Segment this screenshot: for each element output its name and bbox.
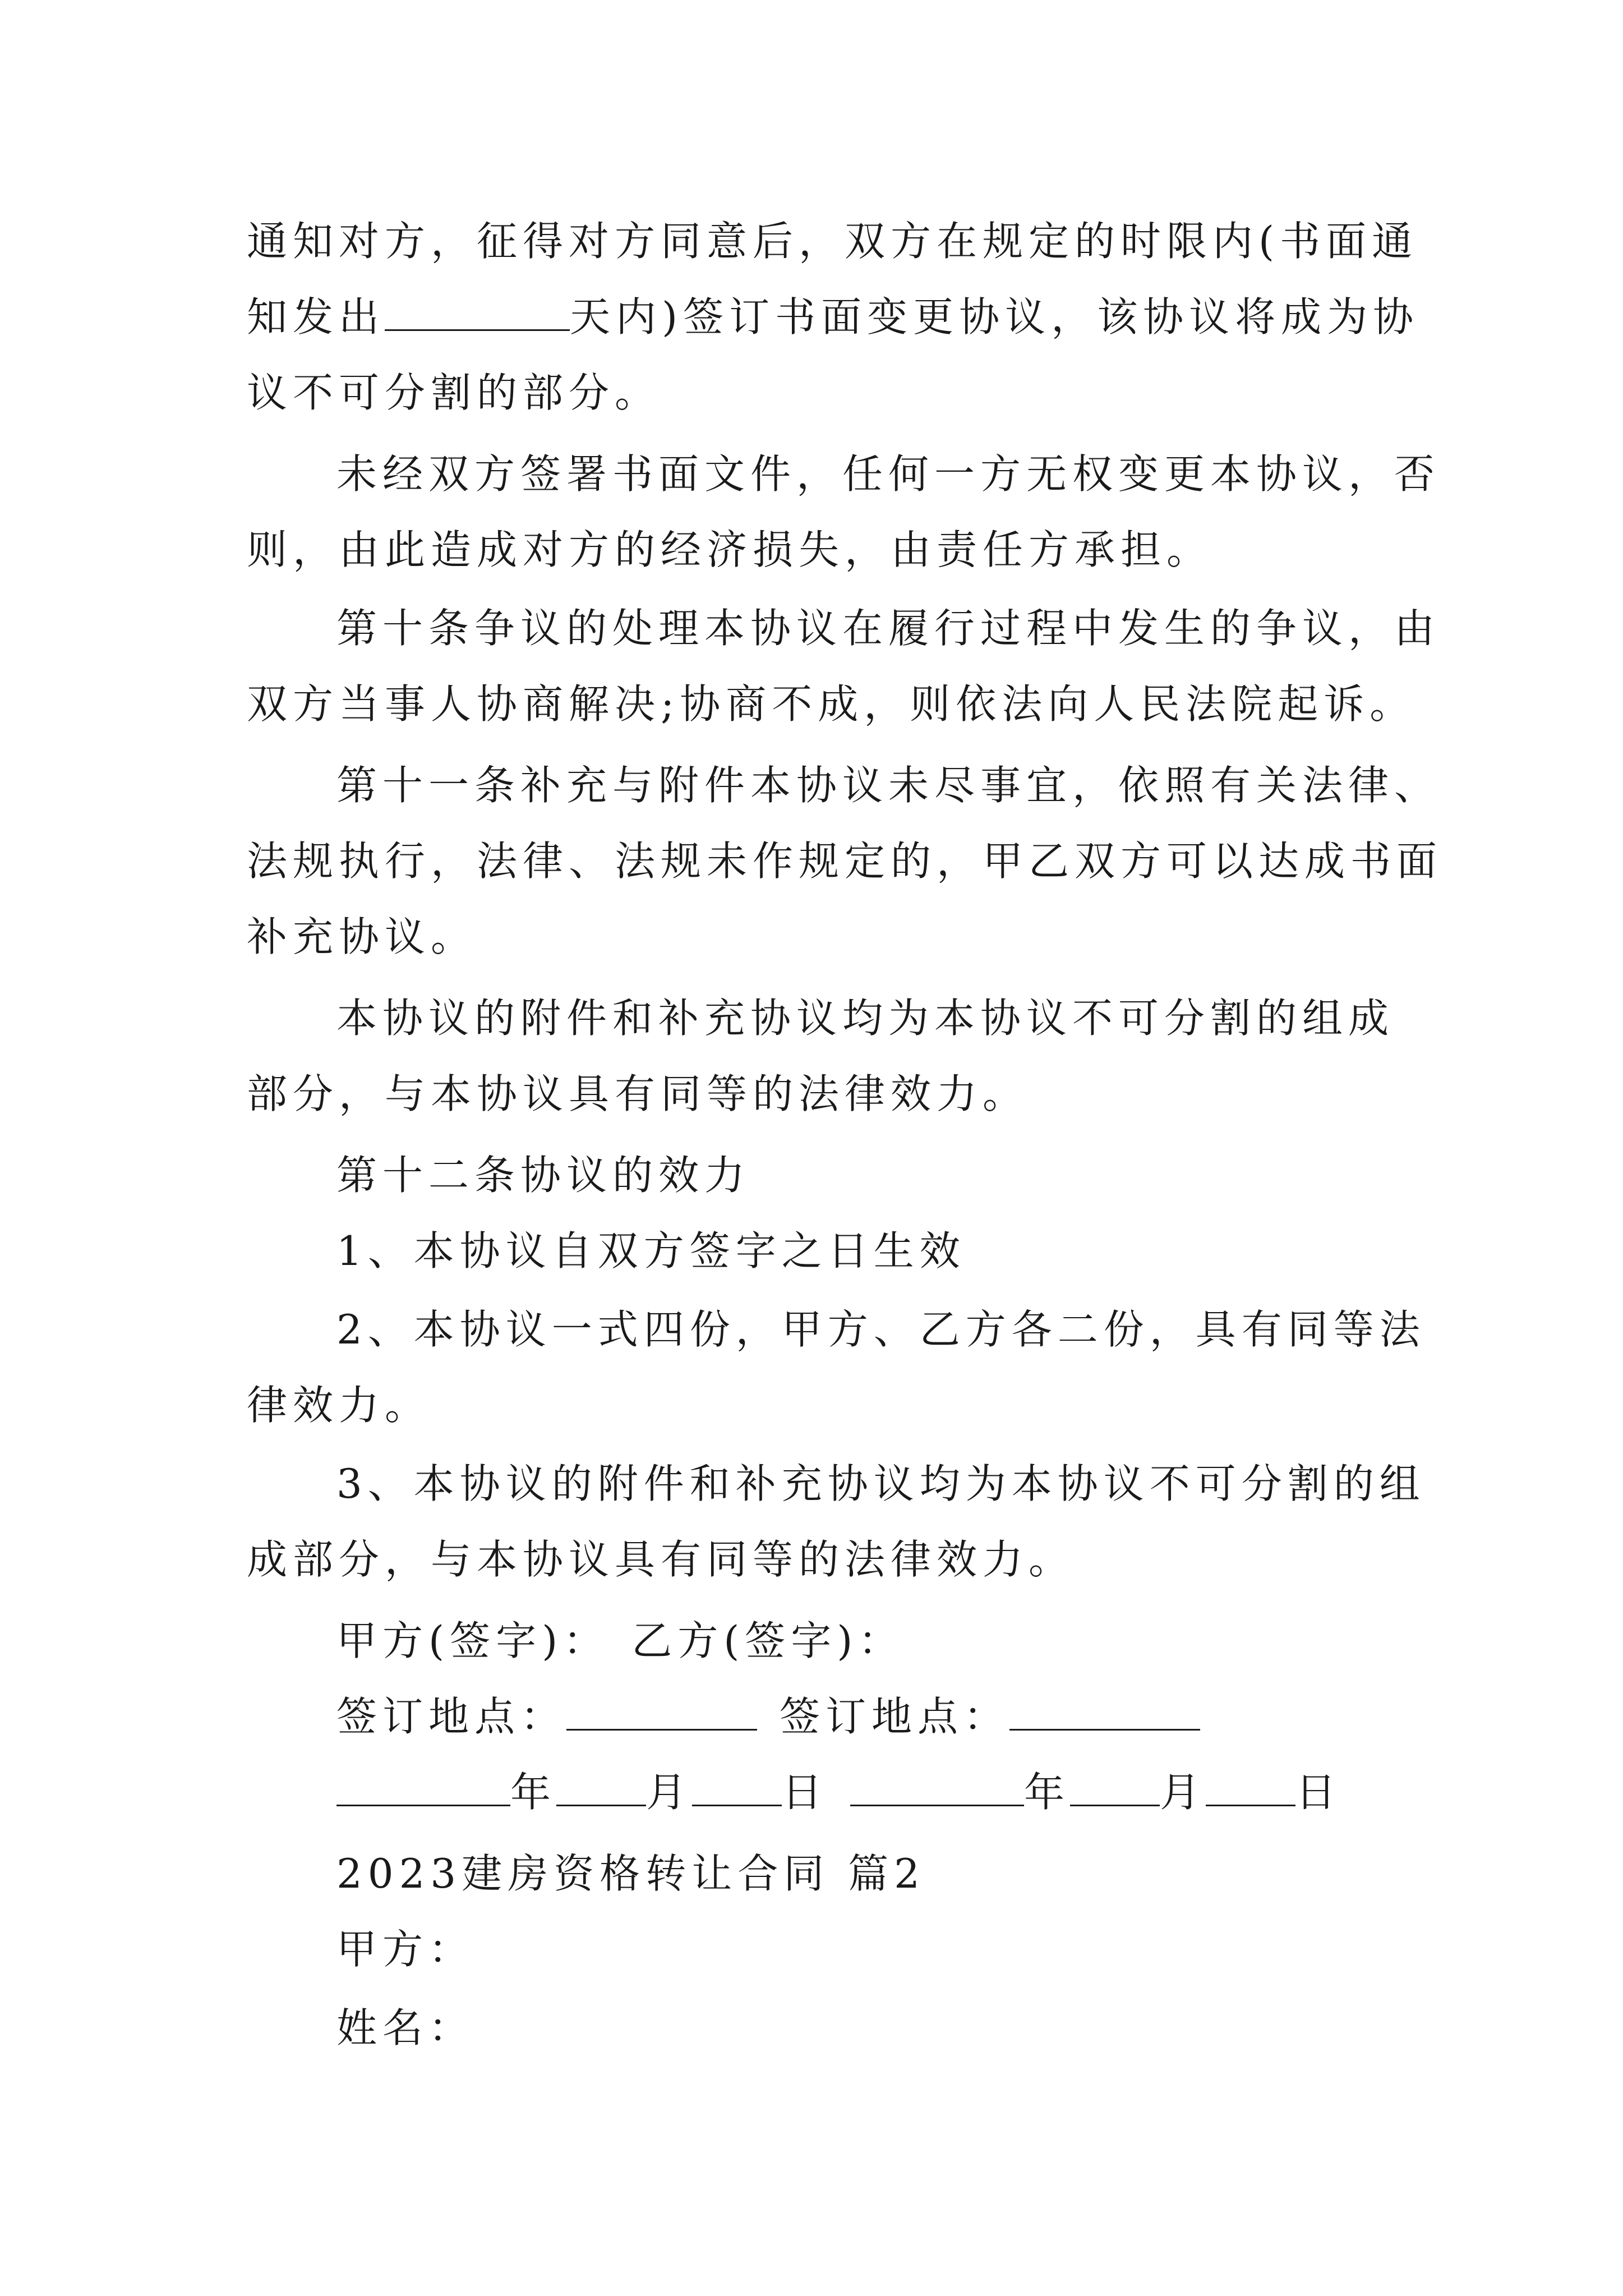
paragraph-line: 双方当事人协商解决;协商不成，则依法向人民法院起诉。 (247, 680, 1416, 728)
fill-blank (336, 1770, 510, 1806)
paragraph-line: 部分，与本协议具有同等的法律效力。 (247, 1070, 1029, 1117)
paragraph-line: 第十条争议的处理本协议在履行过程中发生的争议，由 (336, 605, 1441, 652)
day-label: 日 (1295, 1769, 1342, 1816)
paragraph-line: 1、本协议自双方签字之日生效 (336, 1227, 966, 1274)
party-a-label: 甲方： (336, 1926, 475, 1973)
paragraph-line: 补充协议。 (247, 913, 477, 960)
paragraph-line (247, 292, 1419, 342)
year-label: 年 (510, 1769, 557, 1816)
paragraph-line: 则，由此造成对方的经济损失，由责任方承担。 (247, 526, 1213, 573)
fill-blank (850, 1770, 1024, 1806)
date-line (336, 1767, 1341, 1818)
paragraph-line: 2、本协议一式四份，甲方、乙方各二份，具有同等法 (336, 1306, 1426, 1353)
paragraph-line: 3、本协议的附件和补充协议均为本协议不可分割的组 (336, 1460, 1426, 1507)
day-label: 日 (782, 1769, 828, 1816)
line-text: 知发出 (247, 293, 385, 341)
month-label: 月 (1160, 1769, 1206, 1816)
fill-blank (1009, 1694, 1200, 1731)
paragraph-line: 律效力。 (247, 1382, 431, 1429)
paragraph-line: 未经双方签署书面文件，任何一方无权变更本协议，否 (336, 450, 1441, 498)
section-heading: 第十二条协议的效力 (336, 1152, 751, 1199)
signature-line (336, 1616, 904, 1666)
signing-place-line (336, 1691, 1200, 1742)
paragraph-line: 成部分，与本协议具有同等的法律效力。 (247, 1536, 1075, 1583)
party-a-signature-label: 甲方(签字)： (336, 1617, 610, 1664)
fill-blank (692, 1770, 782, 1806)
fill-blank (566, 1694, 757, 1731)
party-b-place-label: 签订地点： (780, 1693, 1010, 1740)
paragraph-line: 法规执行，法律、法规未作规定的，甲乙双方可以达成书面 (247, 838, 1443, 885)
fill-blank (1070, 1770, 1160, 1806)
fill-blank (1206, 1770, 1295, 1806)
paragraph-line: 第十一条补充与附件本协议未尽事宜，依照有关法律、 (336, 762, 1441, 809)
fill-blank (556, 1770, 646, 1806)
fill-blank (385, 295, 570, 331)
paragraph-line: 通知对方，征得对方同意后，双方在规定的时限内(书面通 (247, 218, 1418, 265)
name-label: 姓名： (336, 2004, 475, 2051)
section-title: 2023建房资格转让合同 篇2 (336, 1850, 925, 1897)
party-a-place-label: 签订地点： (336, 1693, 567, 1740)
party-b-signature-label: 乙方(签字)： (631, 1617, 905, 1664)
paragraph-line: 议不可分割的部分。 (247, 369, 661, 416)
month-label: 月 (646, 1769, 693, 1816)
paragraph-line: 本协议的附件和补充协议均为本协议不可分割的组成 (336, 995, 1395, 1042)
year-label: 年 (1024, 1769, 1071, 1816)
line-text: 天内)签订书面变更协议，该协议将成为协 (570, 293, 1419, 341)
